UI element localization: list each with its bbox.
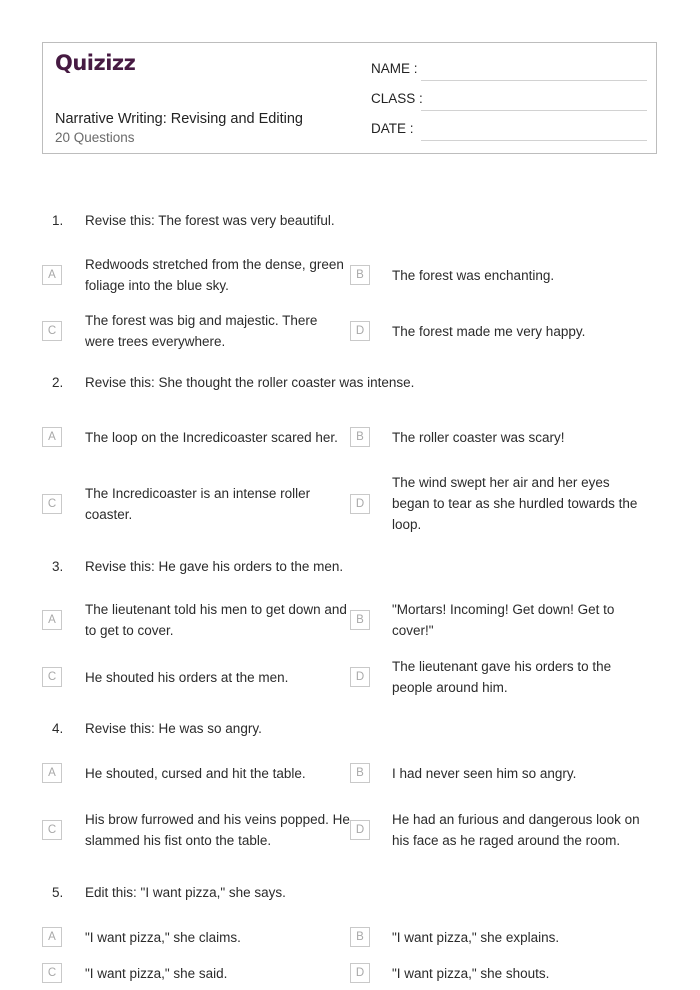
option-text-a: The lieutenant told his men to get down and to get to cover.: [85, 602, 347, 638]
class-label: CLASS :: [371, 91, 423, 106]
option-letter-a: A: [42, 927, 62, 947]
question-prompt: Revise this: She thought the roller coaster was intense.: [85, 375, 415, 390]
question-prompt: Revise this: The forest was very beautiful.: [85, 213, 335, 228]
option-text-c: "I want pizza," she said.: [85, 965, 228, 981]
option-text-d: He had an furious and dangerous look on his face as he raged around the room.: [392, 811, 640, 848]
option-letter-b: B: [350, 610, 370, 630]
option-text-c: He shouted his orders at the men.: [85, 669, 289, 685]
option-letter-a: A: [42, 610, 62, 630]
option-letter-a: A: [42, 265, 62, 285]
option-letter-c: C: [42, 963, 62, 983]
option-letter-d: D: [350, 963, 370, 983]
option-letter-d: D: [350, 321, 370, 341]
option-letter-c: C: [42, 494, 62, 514]
option-letter-c: C: [42, 321, 62, 341]
option-letter-a: A: [42, 427, 62, 447]
question-number: 2.: [52, 375, 64, 390]
option-text-a: "I want pizza," she claims.: [85, 929, 241, 945]
question-number: 4.: [52, 721, 64, 736]
option-letter-c: C: [42, 820, 62, 840]
option-text-d: "I want pizza," she shouts.: [392, 965, 550, 981]
option-text-b: The roller coaster was scary!: [392, 429, 565, 445]
option-text-d: The forest made me very happy.: [392, 323, 586, 339]
option-text-b: "Mortars! Incoming! Get down! Get to cover!": [392, 602, 615, 638]
option-letter-b: B: [350, 427, 370, 447]
option-text-c: The forest was big and majestic. There were trees everywhere.: [85, 313, 318, 349]
option-text-d: The wind swept her air and her eyes began to tear as she hurdled towards the loop.: [392, 475, 638, 532]
date-field: [371, 121, 647, 141]
name-field: [371, 61, 647, 81]
option-text-b: The forest was enchanting.: [392, 267, 555, 283]
option-text-b: I had never seen him so angry.: [392, 765, 577, 781]
option-text-a: Redwoods stretched from the dense, green foliage into the blue sky.: [85, 257, 344, 293]
class-line: [421, 110, 647, 111]
date-line: [421, 140, 647, 141]
option-letter-d: D: [350, 494, 370, 514]
option-text-c: The Incredicoaster is an intense roller coaster.: [85, 486, 311, 522]
option-text-a: The loop on the Incredicoaster scared her.: [85, 429, 338, 445]
option-letter-b: B: [350, 927, 370, 947]
question-number: 1.: [52, 213, 64, 228]
quizizz-logo: Quizizz: [55, 51, 136, 75]
option-letter-b: B: [350, 763, 370, 783]
option-text-d: The lieutenant gave his orders to the people around him.: [392, 659, 612, 695]
option-letter-a: A: [42, 763, 62, 783]
date-label: DATE :: [371, 121, 414, 136]
option-letter-d: D: [350, 820, 370, 840]
option-letter-d: D: [350, 667, 370, 687]
question-number: 3.: [52, 559, 64, 574]
question-prompt: Revise this: He gave his orders to the men.: [85, 559, 344, 574]
question-prompt: Edit this: "I want pizza," she says.: [85, 885, 286, 900]
question-prompt: Revise this: He was so angry.: [85, 721, 262, 736]
worksheet-title: Narrative Writing: Revising and Editing: [55, 111, 303, 127]
option-letter-b: B: [350, 265, 370, 285]
name-line: [421, 80, 647, 81]
option-text-a: He shouted, cursed and hit the table.: [85, 765, 306, 781]
name-label: NAME :: [371, 61, 418, 76]
question-number: 5.: [52, 885, 64, 900]
option-letter-c: C: [42, 667, 62, 687]
class-field: [371, 91, 647, 111]
worksheet-header: [42, 42, 657, 154]
option-text-c: His brow furrowed and his veins popped. He slammed his fist onto the table.: [85, 812, 350, 848]
question-count: 20 Questions: [55, 130, 135, 145]
option-text-b: "I want pizza," she explains.: [392, 929, 560, 945]
